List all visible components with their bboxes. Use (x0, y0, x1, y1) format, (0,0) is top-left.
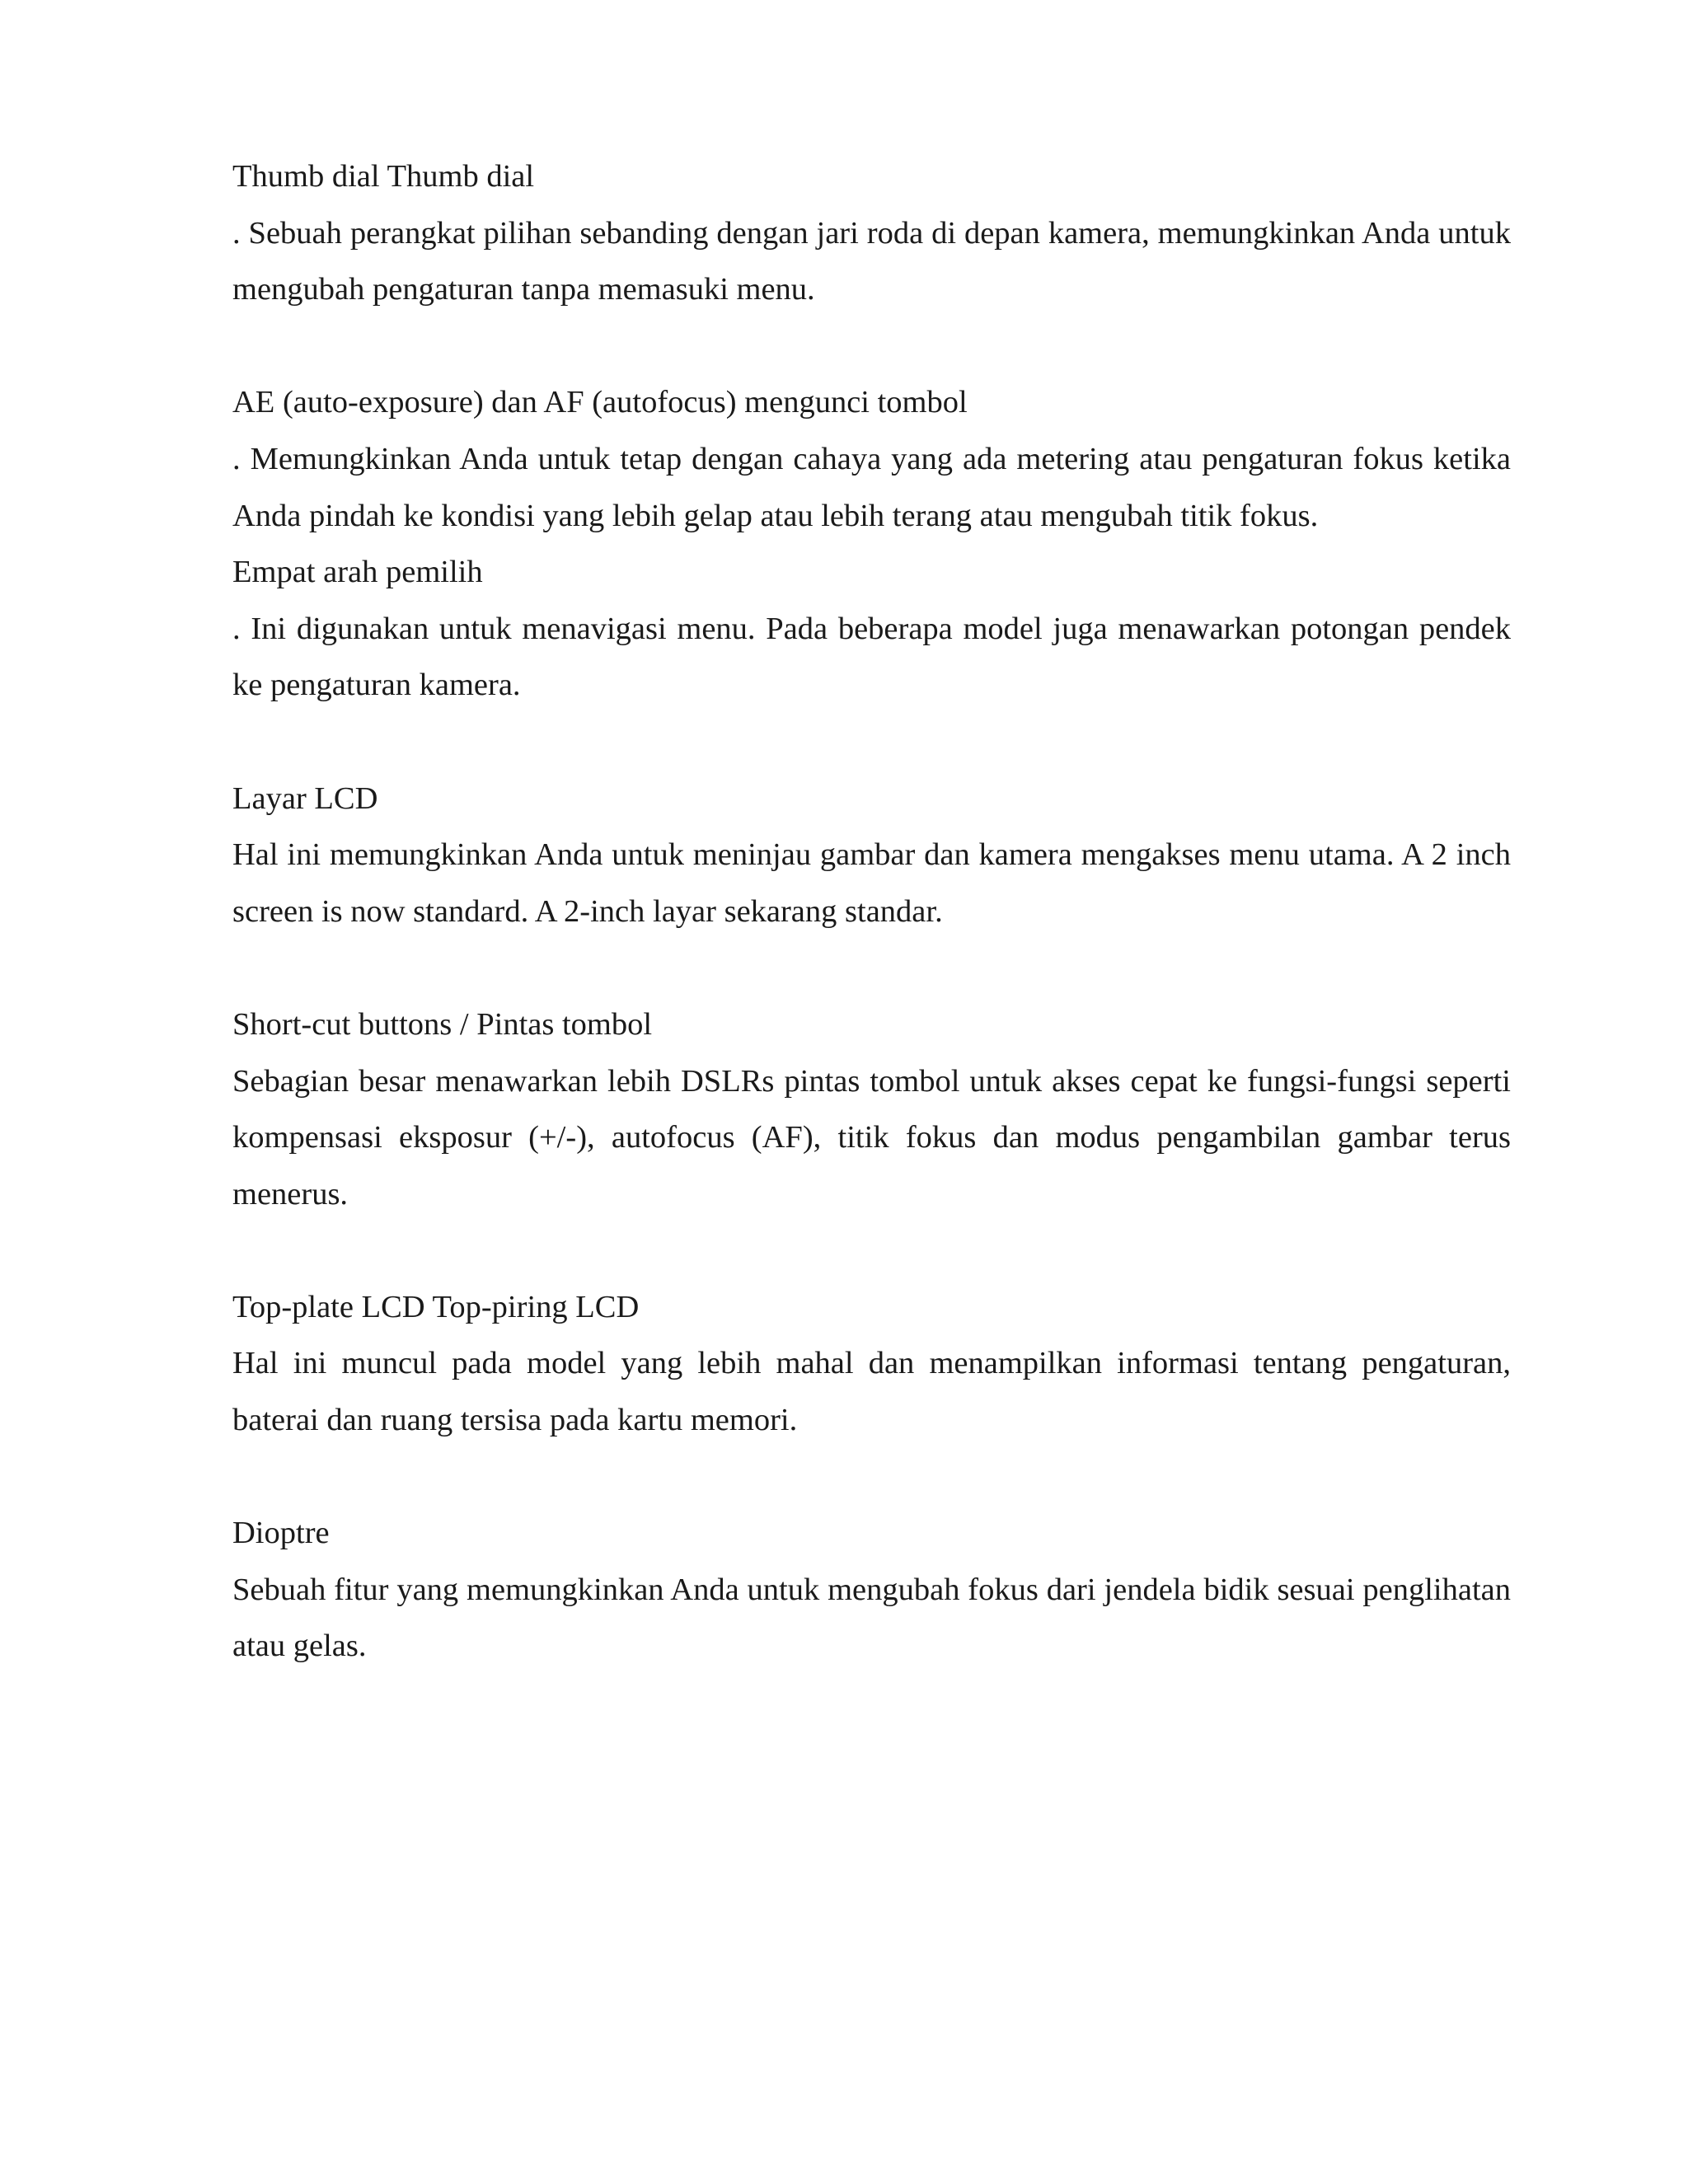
section-heading: Layar LCD (232, 780, 378, 816)
section-subbody: . Ini digunakan untuk menavigasi menu. Pada beberapa model juga menawarkan potongan pendek ke pengaturan kamera. (232, 611, 1511, 703)
document-page (232, 148, 1511, 1732)
section-dioptre (232, 1505, 1511, 1675)
section-body: Hal ini memungkinkan Anda untuk meninjau gambar dan kamera mengakses menu utama. A 2 inch screen is now standard. A 2-inch layar sekarang standar. (232, 837, 1511, 929)
section-heading: Top-plate LCD Top-piring LCD (232, 1289, 640, 1324)
section-body: . Memungkinkan Anda untuk tetap dengan cahaya yang ada metering atau pengaturan fokus ketika Anda pindah ke kondisi yang lebih gelap atau lebih terang atau mengubah titik fokus. (232, 441, 1511, 533)
section-thumb-dial (232, 148, 1511, 318)
section-subheading: Empat arah pemilih (232, 555, 483, 590)
section-body: Hal ini muncul pada model yang lebih mahal dan menampilkan informasi tentang pengaturan, baterai dan ruang tersisa pada kartu memori. (232, 1346, 1511, 1438)
section-heading: Dioptre (232, 1516, 330, 1551)
section-heading: Short-cut buttons / Pintas tombol (232, 1006, 653, 1042)
section-ae-af-lock (232, 374, 1511, 714)
section-body: Sebagian besar menawarkan lebih DSLRs pintas tombol untuk akses cepat ke fungsi-fungsi seperti kompensasi eksposur (+/-), autofocus (AF), titik fokus dan modus pengambilan gambar terus menerus. (232, 1063, 1511, 1212)
section-body: . Sebuah perangkat pilihan sebanding dengan jari roda di depan kamera, memungkinkan Anda untuk mengubah pengaturan tanpa memasuki menu. (232, 215, 1511, 307)
section-heading: AE (auto-exposure) dan AF (autofocus) mengunci tombol (232, 385, 968, 420)
section-lcd-screen (232, 771, 1511, 940)
section-top-plate-lcd (232, 1279, 1511, 1449)
section-heading: Thumb dial Thumb dial (232, 159, 535, 194)
section-body: Sebuah fitur yang memungkinkan Anda untuk mengubah fokus dari jendela bidik sesuai penglihatan atau gelas. (232, 1572, 1511, 1664)
section-shortcut-buttons (232, 996, 1511, 1222)
